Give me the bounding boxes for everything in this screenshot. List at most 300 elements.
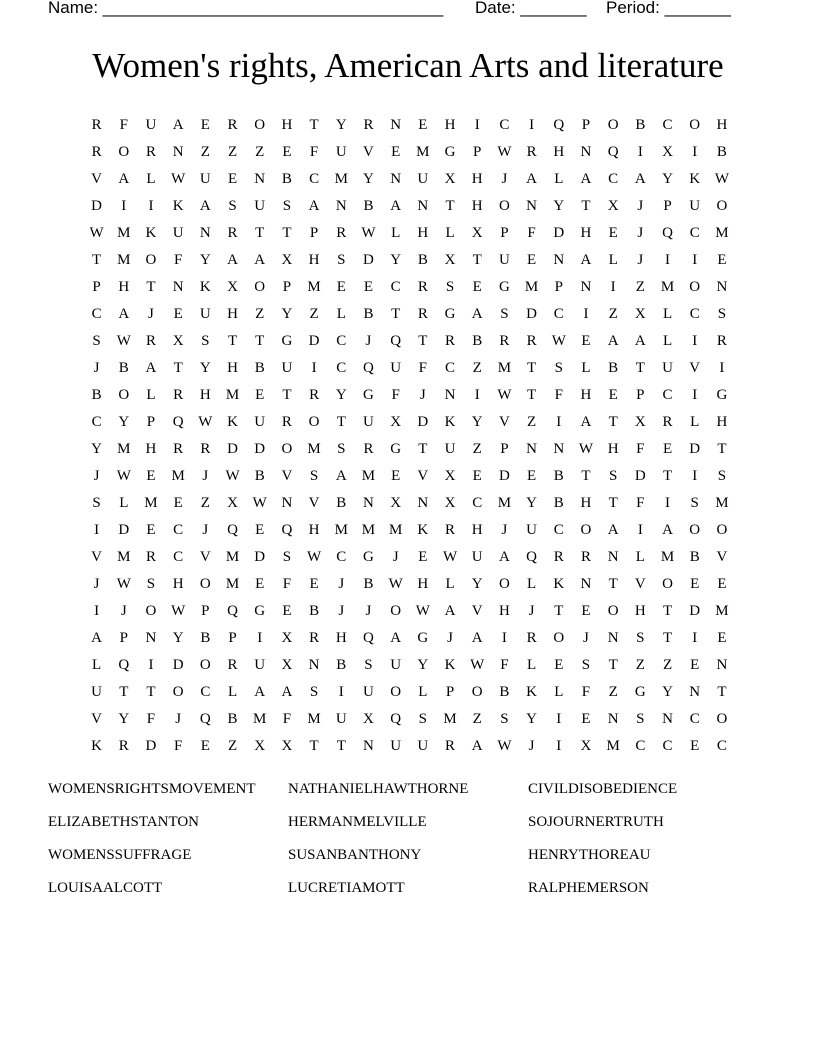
- grid-letter: H: [580, 387, 592, 403]
- grid-letter: D: [417, 414, 429, 430]
- grid-letter: N: [580, 576, 592, 592]
- grid-letter: I: [257, 630, 263, 646]
- grid-letter: S: [282, 549, 292, 565]
- grid-letter: G: [390, 441, 402, 457]
- grid-row: [83, 301, 736, 328]
- grid-letter: E: [391, 468, 401, 484]
- grid-letter: W: [415, 603, 430, 619]
- grid-letter: F: [282, 576, 292, 592]
- grid-letter: M: [117, 441, 131, 457]
- grid-letter: Z: [227, 738, 238, 754]
- grid-letter: G: [444, 144, 456, 160]
- grid-letter: L: [445, 576, 455, 592]
- grid-letter: R: [526, 333, 537, 349]
- grid-letter: A: [254, 252, 266, 268]
- grid-letter: N: [199, 225, 211, 241]
- word-bank-item: SUSANBANTHONY: [288, 847, 422, 863]
- grid-letter: C: [200, 684, 211, 700]
- grid-letter: N: [607, 549, 619, 565]
- grid-letter: R: [173, 441, 184, 457]
- grid-row: [83, 193, 736, 220]
- grid-letter: W: [198, 414, 213, 430]
- grid-letter: T: [662, 630, 673, 646]
- grid-letter: L: [92, 657, 102, 673]
- grid-letter: A: [390, 198, 402, 214]
- grid-letter: I: [692, 144, 698, 160]
- grid-letter: M: [361, 522, 376, 538]
- grid-row: [83, 220, 736, 247]
- grid-letter: K: [444, 657, 456, 673]
- grid-letter: T: [581, 198, 591, 214]
- grid-letter: Y: [172, 630, 184, 646]
- grid-letter: K: [172, 198, 184, 214]
- grid-letter: B: [417, 252, 428, 268]
- grid-letter: W: [497, 387, 512, 403]
- grid-letter: A: [662, 522, 673, 538]
- grid-letter: O: [689, 117, 701, 133]
- grid-letter: G: [716, 387, 728, 403]
- word-bank-item: SOJOURNERTRUTH: [528, 814, 664, 830]
- grid-letter: R: [417, 306, 428, 322]
- grid-letter: U: [444, 441, 456, 457]
- grid-row: [83, 625, 736, 652]
- grid-letter: E: [200, 117, 210, 133]
- grid-letter: V: [417, 468, 429, 484]
- grid-letter: M: [253, 711, 267, 727]
- grid-letter: E: [255, 387, 265, 403]
- grid-letter: N: [607, 630, 619, 646]
- grid-letter: Z: [472, 711, 482, 727]
- grid-letter: T: [336, 414, 346, 430]
- grid-letter: F: [527, 225, 536, 241]
- grid-letter: E: [608, 387, 618, 403]
- grid-letter: Q: [363, 630, 374, 646]
- grid-letter: V: [634, 576, 646, 592]
- grid-letter: B: [635, 117, 646, 133]
- grid-row: [83, 247, 736, 274]
- grid-letter: H: [308, 522, 320, 538]
- grid-letter: M: [715, 225, 729, 241]
- grid-letter: L: [554, 684, 564, 700]
- grid-letter: N: [580, 279, 592, 295]
- grid-letter: U: [254, 657, 266, 673]
- grid-letter: E: [255, 576, 265, 592]
- grid-letter: M: [715, 603, 729, 619]
- grid-letter: U: [172, 225, 184, 241]
- grid-letter: O: [308, 414, 320, 430]
- grid-letter: Y: [199, 360, 211, 376]
- grid-letter: C: [716, 738, 727, 754]
- grid-letter: O: [689, 279, 701, 295]
- grid-letter: J: [501, 171, 508, 187]
- grid-letter: S: [581, 657, 591, 673]
- grid-letter: S: [201, 333, 210, 349]
- grid-letter: E: [662, 441, 673, 457]
- grid-letter: Z: [662, 657, 673, 673]
- grid-letter: J: [93, 468, 100, 484]
- grid-letter: I: [529, 117, 535, 133]
- grid-letter: U: [471, 549, 483, 565]
- grid-letter: W: [116, 576, 131, 592]
- grid-letter: G: [634, 684, 646, 700]
- grid-letter: T: [445, 198, 455, 214]
- grid-letter: E: [146, 468, 156, 484]
- grid-letter: M: [171, 468, 185, 484]
- grid-letter: M: [660, 279, 675, 295]
- grid-row: [83, 274, 736, 301]
- grid-letter: D: [498, 468, 510, 484]
- grid-letter: Q: [526, 549, 538, 565]
- grid-letter: U: [390, 360, 402, 376]
- grid-letter: X: [281, 630, 293, 646]
- grid-letter: X: [390, 495, 402, 511]
- grid-letter: G: [254, 603, 266, 619]
- grid-letter: T: [608, 414, 618, 430]
- grid-letter: O: [145, 252, 157, 268]
- grid-letter: W: [578, 441, 594, 457]
- grid-letter: P: [309, 225, 319, 241]
- grid-letter: J: [93, 576, 100, 592]
- grid-letter: O: [607, 117, 619, 133]
- grid-letter: E: [608, 225, 618, 241]
- grid-letter: Q: [227, 522, 238, 538]
- grid-letter: E: [554, 657, 564, 673]
- grid-letter: D: [254, 441, 266, 457]
- grid-row: [83, 328, 736, 355]
- grid-letter: I: [692, 252, 698, 268]
- grid-letter: M: [497, 495, 512, 511]
- grid-letter: X: [281, 657, 293, 673]
- grid-letter: I: [719, 360, 725, 376]
- grid-letter: S: [309, 684, 319, 700]
- grid-row: [83, 166, 736, 193]
- grid-letter: T: [119, 684, 129, 700]
- grid-letter: I: [665, 252, 671, 268]
- grid-letter: U: [199, 306, 211, 322]
- grid-letter: N: [172, 144, 184, 160]
- grid-letter: A: [91, 630, 103, 646]
- grid-letter: W: [442, 549, 458, 565]
- grid-letter: C: [445, 360, 456, 376]
- grid-letter: S: [92, 495, 101, 511]
- grid-letter: E: [717, 576, 727, 592]
- grid-letter: S: [608, 468, 618, 484]
- grid-letter: A: [634, 333, 646, 349]
- grid-letter: E: [581, 333, 591, 349]
- grid-letter: O: [716, 711, 728, 727]
- grid-letter: N: [363, 738, 374, 754]
- grid-letter: X: [634, 306, 646, 322]
- grid-letter: D: [689, 603, 701, 619]
- grid-letter: H: [471, 198, 483, 214]
- grid-letter: T: [608, 657, 618, 673]
- grid-letter: O: [498, 576, 510, 592]
- grid-letter: E: [391, 144, 401, 160]
- grid-letter: A: [580, 171, 592, 187]
- page-title: Women's rights, American Arts and literature: [92, 46, 724, 85]
- grid-letter: A: [471, 738, 483, 754]
- grid-letter: A: [118, 171, 130, 187]
- grid-letter: V: [498, 414, 510, 430]
- grid-letter: E: [173, 495, 183, 511]
- grid-letter: S: [146, 576, 156, 592]
- grid-letter: J: [501, 522, 508, 538]
- grid-letter: A: [607, 333, 619, 349]
- grid-letter: R: [118, 738, 129, 754]
- grid-letter: J: [120, 603, 127, 619]
- grid-letter: Z: [200, 495, 210, 511]
- grid-letter: A: [281, 684, 293, 700]
- grid-letter: R: [553, 549, 564, 565]
- grid-letter: R: [445, 522, 456, 538]
- grid-letter: G: [417, 630, 429, 646]
- grid-letter: O: [689, 522, 701, 538]
- grid-letter: T: [336, 738, 346, 754]
- grid-row: [83, 409, 736, 436]
- grid-letter: S: [690, 495, 699, 511]
- grid-letter: O: [716, 198, 728, 214]
- grid-letter: K: [199, 279, 211, 295]
- grid-letter: P: [554, 279, 563, 295]
- grid-letter: H: [281, 117, 293, 133]
- grid-letter: V: [91, 171, 103, 187]
- grid-letter: R: [662, 414, 673, 430]
- grid-letter: R: [363, 441, 374, 457]
- grid-letter: P: [119, 630, 128, 646]
- grid-letter: Z: [635, 657, 645, 673]
- grid-letter: B: [281, 171, 292, 187]
- grid-letter: Q: [172, 414, 184, 430]
- grid-letter: R: [281, 414, 292, 430]
- grid-letter: P: [228, 630, 237, 646]
- grid-letter: B: [363, 198, 374, 214]
- grid-letter: S: [717, 306, 727, 322]
- grid-letter: J: [637, 252, 644, 268]
- grid-letter: A: [335, 468, 347, 484]
- grid-letter: N: [689, 684, 701, 700]
- grid-letter: R: [227, 225, 238, 241]
- grid-letter: T: [418, 333, 428, 349]
- grid-letter: V: [91, 711, 103, 727]
- grid-letter: V: [91, 549, 103, 565]
- grid-letter: O: [118, 387, 130, 403]
- grid-letter: T: [173, 360, 183, 376]
- grid-letter: J: [447, 630, 453, 646]
- grid-letter: E: [690, 576, 700, 592]
- grid-letter: E: [309, 576, 319, 592]
- grid-letter: I: [692, 387, 698, 403]
- grid-letter: T: [146, 684, 156, 700]
- grid-letter: B: [689, 549, 700, 565]
- grid-letter: R: [499, 333, 510, 349]
- grid-letter: N: [335, 198, 347, 214]
- grid-letter: I: [692, 333, 698, 349]
- grid-letter: X: [227, 495, 238, 511]
- grid-letter: J: [583, 630, 589, 646]
- grid-letter: O: [390, 603, 402, 619]
- grid-letter: J: [365, 603, 372, 619]
- grid-letter: Z: [635, 279, 645, 295]
- grid-letter: O: [553, 630, 565, 646]
- grid-letter: X: [281, 738, 293, 754]
- grid-letter: S: [309, 468, 319, 484]
- grid-letter: T: [92, 252, 102, 268]
- grid-letter: N: [417, 495, 429, 511]
- grid-letter: K: [444, 414, 456, 430]
- grid-letter: H: [227, 306, 238, 322]
- grid-letter: C: [662, 738, 673, 754]
- grid-letter: X: [227, 279, 238, 295]
- grid-letter: E: [717, 252, 727, 268]
- grid-letter: M: [334, 171, 348, 187]
- grid-letter: U: [390, 738, 402, 754]
- grid-letter: M: [225, 549, 240, 565]
- grid-letter: W: [551, 333, 566, 349]
- grid-letter: A: [227, 252, 238, 268]
- grid-letter: A: [634, 171, 646, 187]
- grid-letter: T: [662, 603, 673, 619]
- grid-letter: N: [607, 711, 619, 727]
- grid-letter: U: [254, 198, 266, 214]
- grid-letter: R: [363, 117, 374, 133]
- grid-row: [83, 355, 736, 382]
- grid-letter: Y: [662, 171, 673, 187]
- grid-letter: U: [363, 684, 374, 700]
- grid-letter: M: [117, 549, 131, 565]
- grid-letter: F: [173, 738, 183, 754]
- grid-letter: A: [607, 522, 619, 538]
- grid-letter: W: [252, 495, 267, 511]
- grid-letter: V: [308, 495, 320, 511]
- grid-letter: Z: [200, 144, 210, 160]
- grid-letter: W: [171, 171, 186, 187]
- grid-letter: U: [390, 657, 402, 673]
- grid-letter: W: [361, 225, 376, 241]
- grid-letter: I: [148, 198, 154, 214]
- grid-letter: T: [472, 252, 482, 268]
- grid-letter: O: [254, 117, 266, 133]
- grid-letter: E: [418, 117, 428, 133]
- word-bank-item: NATHANIELHAWTHORNE: [288, 781, 469, 797]
- grid-letter: D: [172, 657, 184, 673]
- grid-letter: U: [417, 738, 429, 754]
- grid-letter: G: [363, 549, 374, 565]
- grid-letter: I: [501, 630, 507, 646]
- grid-letter: D: [526, 306, 538, 322]
- grid-letter: N: [363, 495, 374, 511]
- grid-letter: Y: [662, 684, 673, 700]
- grid-letter: N: [390, 171, 402, 187]
- grid-letter: P: [500, 441, 509, 457]
- grid-letter: E: [363, 279, 374, 295]
- grid-letter: N: [390, 117, 402, 133]
- grid-letter: E: [282, 144, 292, 160]
- grid-letter: K: [227, 414, 238, 430]
- grid-letter: N: [526, 198, 538, 214]
- grid-letter: U: [417, 171, 429, 187]
- grid-letter: L: [336, 306, 346, 322]
- grid-letter: T: [309, 738, 319, 754]
- grid-letter: P: [92, 279, 101, 295]
- grid-letter: V: [199, 549, 211, 565]
- grid-letter: X: [363, 711, 374, 727]
- grid-letter: E: [581, 603, 591, 619]
- grid-letter: B: [118, 360, 129, 376]
- grid-letter: T: [608, 495, 618, 511]
- grid-letter: D: [145, 738, 157, 754]
- grid-letter: A: [199, 198, 211, 214]
- grid-letter: B: [200, 630, 211, 646]
- grid-letter: J: [175, 711, 182, 727]
- grid-letter: L: [146, 171, 156, 187]
- grid-letter: C: [689, 225, 700, 241]
- grid-letter: I: [94, 522, 100, 538]
- grid-letter: D: [254, 549, 266, 565]
- grid-letter: B: [363, 576, 374, 592]
- grid-letter: E: [336, 279, 346, 295]
- grid-row: [83, 733, 736, 760]
- grid-letter: C: [91, 414, 102, 430]
- grid-letter: B: [309, 603, 320, 619]
- grid-letter: C: [553, 522, 564, 538]
- grid-letter: U: [254, 414, 266, 430]
- grid-letter: U: [363, 414, 374, 430]
- grid-letter: R: [173, 387, 184, 403]
- grid-letter: U: [335, 144, 347, 160]
- grid-letter: S: [418, 711, 428, 727]
- grid-letter: B: [553, 468, 564, 484]
- grid-letter: P: [146, 414, 156, 430]
- grid-letter: T: [255, 333, 265, 349]
- grid-letter: R: [145, 549, 156, 565]
- grid-letter: F: [309, 144, 319, 160]
- grid-letter: X: [254, 738, 266, 754]
- grid-letter: C: [662, 387, 673, 403]
- grid-letter: J: [338, 576, 345, 592]
- grid-letter: M: [497, 360, 512, 376]
- grid-letter: K: [689, 171, 701, 187]
- grid-letter: E: [146, 522, 156, 538]
- grid-letter: R: [200, 441, 211, 457]
- grid-letter: X: [444, 252, 456, 268]
- grid-letter: X: [580, 738, 592, 754]
- grid-letter: X: [172, 333, 184, 349]
- grid-letter: I: [637, 144, 643, 160]
- grid-letter: S: [554, 360, 563, 376]
- grid-letter: F: [119, 117, 128, 133]
- grid-letter: C: [309, 171, 320, 187]
- grid-letter: G: [498, 279, 510, 295]
- grid-row: [83, 598, 736, 625]
- grid-letter: Z: [608, 684, 618, 700]
- grid-row: [83, 436, 736, 463]
- grid-letter: T: [635, 360, 645, 376]
- grid-letter: J: [202, 468, 209, 484]
- grid-letter: X: [444, 495, 456, 511]
- grid-letter: H: [145, 441, 157, 457]
- grid-letter: M: [524, 279, 539, 295]
- grid-letter: L: [418, 684, 428, 700]
- grid-letter: R: [227, 117, 238, 133]
- grid-letter: G: [444, 306, 456, 322]
- grid-letter: T: [608, 576, 618, 592]
- grid-letter: U: [662, 360, 673, 376]
- grid-letter: I: [637, 522, 643, 538]
- grid-letter: Y: [118, 711, 130, 727]
- grid-letter: T: [527, 360, 537, 376]
- grid-letter: P: [500, 225, 509, 241]
- grid-letter: A: [444, 603, 456, 619]
